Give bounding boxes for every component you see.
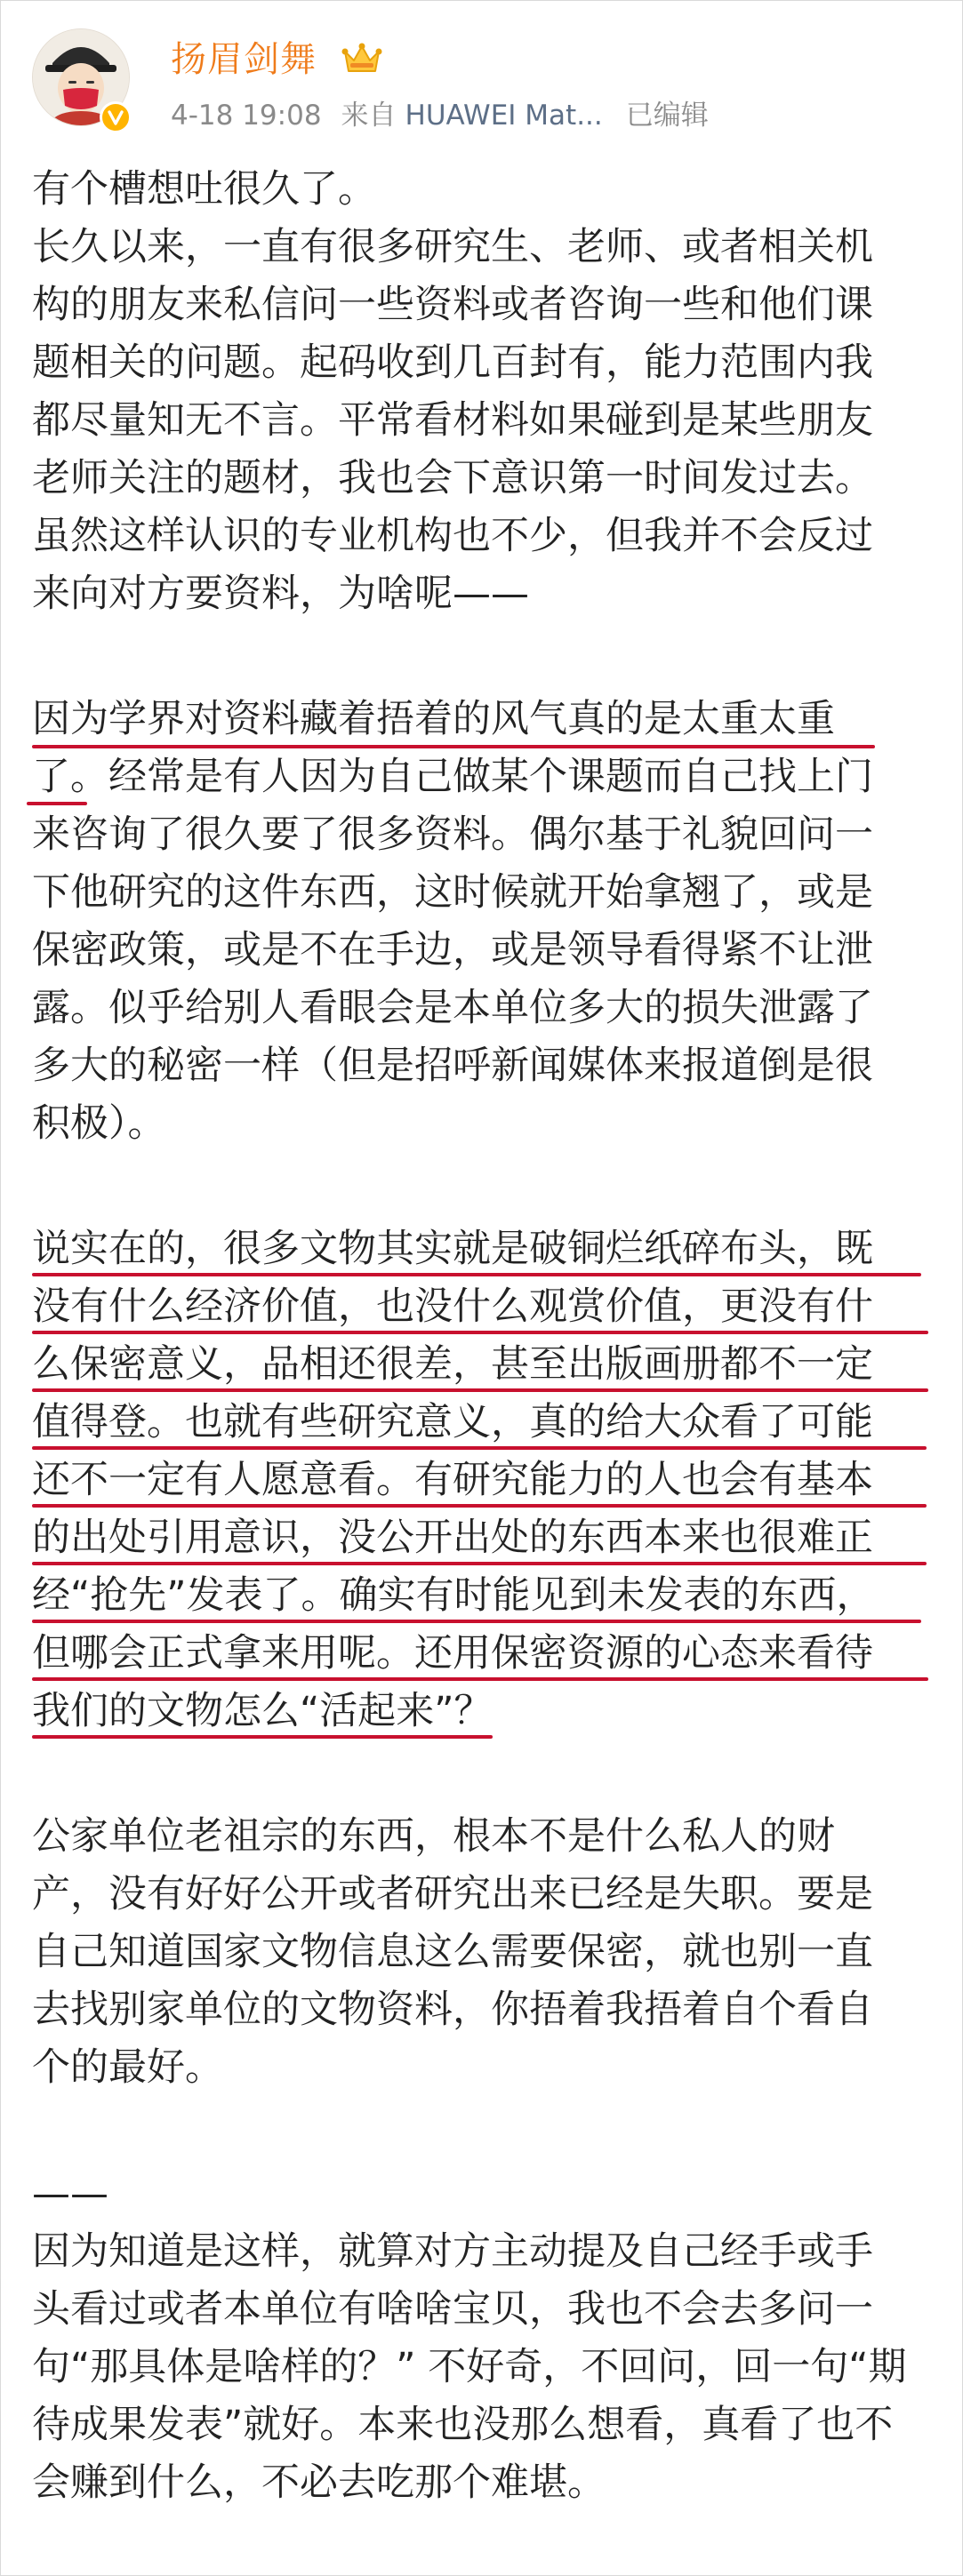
text-line: 构的朋友来私信问一些资料或者咨询一些和他们课 xyxy=(32,283,873,327)
username[interactable]: 扬眉剑舞 xyxy=(171,39,317,80)
edited-label[interactable]: 已编辑 xyxy=(625,100,709,132)
post-date: 4-18 19:08 xyxy=(171,100,322,132)
text-line: 没有什么经济价值，也没什么观赏价值，更没有什 xyxy=(32,1284,873,1329)
text-line: 我们的文物怎么“活起来”？ xyxy=(32,1689,493,1733)
text-line: 积极）。 xyxy=(32,1101,166,1146)
text-line: 因为知道是这样，就算对方主动提及自己经手或手 xyxy=(32,2229,873,2274)
crown-icon xyxy=(341,41,382,76)
text-line: 保密政策，或是不在手边，或是领导看得紧不让泄 xyxy=(32,928,873,972)
text-line: 露。似乎给别人看眼会是本单位多大的损失泄露了 xyxy=(32,986,873,1030)
text-line: 去找别家单位的文物资料，你捂着我捂着自个看自 xyxy=(32,1988,873,2032)
text-line: 值得登。也就有些研究意义，真的给大众看了可能 xyxy=(32,1400,873,1444)
paragraph-1 xyxy=(32,161,930,623)
text-line: 自己知道国家文物信息这么需要保密，就也别一直 xyxy=(32,1930,873,1974)
text-line: 下他研究的这件东西，这时候就开始拿翘了，或是 xyxy=(32,870,873,915)
text-line: 产，没有好好公开或者研究出来已经是失职。要是 xyxy=(32,1872,873,1916)
text-line: 来向对方要资料，为啥呢—— xyxy=(32,572,529,616)
text-line: 有个槽想吐很久了。 xyxy=(32,167,376,212)
text-line: 头看过或者本单位有啥啥宝贝，我也不会去多问一 xyxy=(32,2287,873,2332)
text-line: 但哪会正式拿来用呢。还用保密资源的心态来看待 xyxy=(32,1631,873,1676)
text-line: —— xyxy=(32,2172,108,2216)
paragraph-4 xyxy=(32,1808,930,2097)
text-line: 个的最好。 xyxy=(32,2045,223,2090)
red-underline xyxy=(32,1735,493,1739)
text-line: 长久以来，一直有很多研究生、老师、或者相关机 xyxy=(32,225,873,269)
text-line: 的出处引用意识，没公开出处的东西本来也很难正 xyxy=(32,1516,873,1560)
red-underline xyxy=(32,1677,928,1681)
red-underline xyxy=(32,1504,927,1508)
text-line: 还不一定有人愿意看。有研究能力的人也会有基本 xyxy=(32,1458,873,1502)
text-line: 题相关的问题。起码收到几百封有，能力范围内我 xyxy=(32,340,873,385)
red-underline xyxy=(32,1446,927,1450)
red-underline xyxy=(32,1620,921,1623)
paragraph-3 xyxy=(32,1220,930,1740)
text-line: 多大的秘密一样（但是招呼新闻媒体来报道倒是很 xyxy=(32,1044,873,1088)
source-device[interactable]: HUAWEI Mat... xyxy=(405,100,603,132)
text-line: 待成果发表”就好。本来也没那么想看，真看了也不 xyxy=(32,2403,894,2447)
text-line: 因为学界对资料藏着捂着的风气真的是太重太重 xyxy=(32,697,835,741)
paragraph-5 xyxy=(32,2165,930,2512)
text-line: 句“那具体是啥样的？” 不好奇，不回问，回一句“期 xyxy=(32,2345,907,2389)
vip-v-icon xyxy=(100,101,132,133)
text-line: 了。经常是有人因为自己做某个课题而自己找上门 xyxy=(32,755,873,799)
text-line: 会赚到什么，不必去吃那个难堪。 xyxy=(32,2460,606,2505)
text-line: 经“抢先”发表了。确实有时能见到未发表的东西， xyxy=(32,1573,875,1618)
text-line: 来咨询了很久要了很多资料。偶尔基于礼貌回问一 xyxy=(32,812,873,857)
source-prefix: 来自 xyxy=(341,100,397,132)
text-line: 都尽量知无不言。平常看材料如果碰到是某些朋友 xyxy=(32,398,873,443)
text-line: 说实在的，很多文物其实就是破铜烂纸碎布头，既 xyxy=(32,1227,873,1271)
red-underline xyxy=(32,1331,928,1334)
red-underline xyxy=(32,1562,927,1565)
text-line: 虽然这样认识的专业机构也不少，但我并不会反过 xyxy=(32,514,873,558)
red-underline xyxy=(27,802,87,805)
text-line: 老师关注的题材，我也会下意识第一时间发过去。 xyxy=(32,456,873,500)
red-underline xyxy=(32,1273,921,1276)
post-meta xyxy=(171,96,728,135)
text-line: 么保密意义，品相还很差，甚至出版画册都不一定 xyxy=(32,1342,873,1387)
red-underline xyxy=(32,745,875,748)
text-line: 公家单位老祖宗的东西，根本不是什么私人的财 xyxy=(32,1814,835,1859)
red-underline xyxy=(32,1388,928,1392)
paragraph-2 xyxy=(32,691,930,1153)
